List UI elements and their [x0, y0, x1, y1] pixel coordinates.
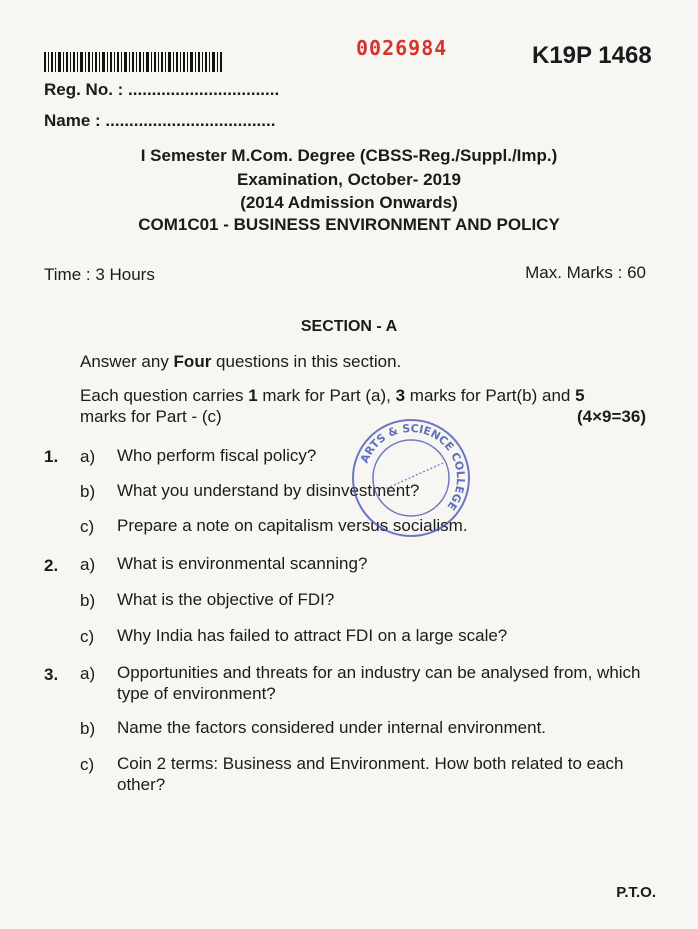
max-marks-label: Max. Marks : 60: [525, 263, 646, 282]
question-2c-label: c): [80, 627, 95, 646]
question-2a-text: What is environmental scanning?: [117, 554, 368, 573]
serial-number: 0026984: [356, 36, 448, 60]
paper-code: K19P 1468: [532, 42, 652, 69]
question-2b-text: What is the objective of FDI?: [117, 590, 335, 609]
instruction-2-line-1: [80, 385, 585, 406]
question-3b-text: Name the factors considered under internal environment.: [117, 718, 547, 737]
question-3a-label: a): [80, 664, 96, 683]
instruction-2-text-1: Each question carries: [80, 386, 249, 405]
instruction-2-bold-3: 5: [575, 386, 585, 405]
question-3b-label: b): [80, 719, 96, 738]
question-1b-label: b): [80, 482, 96, 501]
question-3c-text: Coin 2 terms: Business and Environment. How both related to each other?: [117, 754, 624, 794]
question-1a-text: Who perform fiscal policy?: [117, 446, 317, 465]
question-3a-text: Opportunities and threats for an industry can be analysed from, which type of environment?: [117, 663, 641, 703]
question-1c-label: c): [80, 517, 95, 536]
instruction-1-post: questions in this section.: [211, 352, 402, 371]
instruction-1: [80, 351, 401, 372]
question-3c-label: c): [80, 755, 95, 774]
instruction-1-pre: Answer any: [80, 352, 174, 371]
question-number-1: 1.: [44, 447, 59, 466]
header-line-3: (2014 Admission Onwards): [240, 193, 458, 212]
instruction-1-bold: Four: [173, 352, 212, 371]
college-stamp: [348, 415, 474, 541]
name-field: Name : ....................................: [44, 111, 276, 130]
time-label: Time : 3 Hours: [44, 265, 155, 284]
svg-text:ARTS & SCIENCE COLLEGE: ARTS & SCIENCE COLLEGE: [357, 421, 468, 513]
header-line-2: Examination, October- 2019: [237, 170, 461, 189]
question-2b-label: b): [80, 591, 96, 610]
instruction-2-bold-1: 1: [248, 386, 258, 405]
instruction-2-line-2: marks for Part - (c): [80, 407, 222, 426]
question-1a-label: a): [80, 447, 96, 466]
header-line-4: COM1C01 - BUSINESS ENVIRONMENT AND POLICY: [138, 215, 560, 234]
question-1c-text: Prepare a note on capitalism versus socialism.: [117, 516, 468, 535]
instruction-2-text-3: marks for Part(b) and: [405, 386, 576, 405]
reg-no-field: Reg. No. : ................................: [44, 80, 280, 99]
section-title: SECTION - A: [300, 318, 398, 335]
question-1b-text: What you understand by disinvestment?: [117, 481, 420, 500]
question-number-3: 3.: [44, 665, 59, 684]
barcode: [44, 52, 224, 72]
pto-label: P.T.O.: [616, 884, 656, 901]
instruction-2-text-2: mark for Part (a),: [257, 386, 396, 405]
header-line-1: I Semester M.Com. Degree (CBSS-Reg./Suppl./Imp.): [140, 146, 558, 165]
question-2c-text: Why India has failed to attract FDI on a large scale?: [117, 626, 508, 645]
instruction-2-bold-2: 3: [395, 386, 406, 405]
instruction-2-marks: (4×9=36): [577, 407, 646, 426]
question-2a-label: a): [80, 555, 96, 574]
question-number-2: 2.: [44, 556, 59, 575]
